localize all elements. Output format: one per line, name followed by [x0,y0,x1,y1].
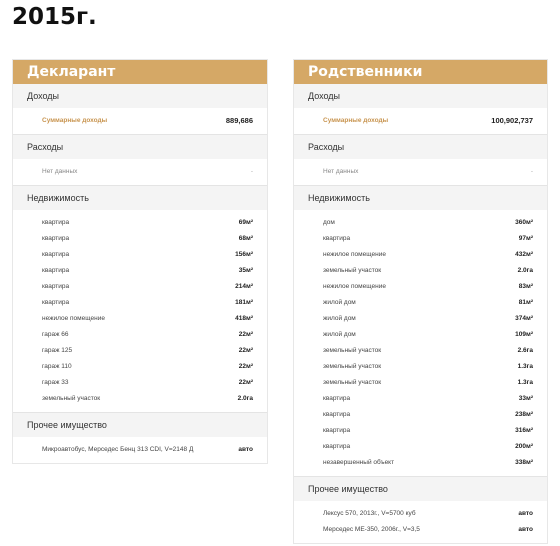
realty-name: земельный участок [323,346,382,354]
realty-name: дом [323,218,335,226]
realty-name: квартира [323,442,351,450]
realty-value: 432м² [515,250,533,258]
property-name: Мерседес МЕ-350, 2006г., V=3,5 [323,525,420,533]
property-list [294,501,547,543]
income-total-value: 100,902,737 [491,115,533,125]
realty-name: квартира [42,218,70,226]
realty-name: квартира [42,250,70,258]
realty-name: квартира [323,234,351,242]
property-value: авто [238,445,253,453]
property-name: Микроавтобус, Мерседес Бенц 313 CDI, V=2148 Д [42,445,194,453]
realty-heading: Недвижимость [13,185,267,210]
relatives-card [293,59,548,544]
realty-heading: Недвижимость [294,185,547,210]
realty-row [13,342,267,358]
realty-row [13,230,267,246]
property-row [294,521,547,537]
realty-name: квартира [323,410,351,418]
realty-value: 156м² [235,250,253,258]
realty-value: 200м² [515,442,533,450]
realty-name: земельный участок [323,378,382,386]
realty-row [294,390,547,406]
realty-list [294,210,547,476]
realty-row [13,390,267,406]
realty-value: 1.3га [517,362,533,370]
declarant-card [12,59,268,464]
realty-value: 181м² [235,298,253,306]
realty-value: 338м² [515,458,533,466]
property-value: авто [518,525,533,533]
property-row [294,505,547,521]
realty-value: 374м² [515,314,533,322]
realty-name: гараж 33 [42,378,69,386]
realty-row [13,358,267,374]
income-total-value: 889,686 [225,115,253,125]
realty-row [13,326,267,342]
realty-value: 238м² [515,410,533,418]
realty-row [13,310,267,326]
property-heading: Прочее имущество [294,476,547,501]
realty-row [294,262,547,278]
realty-value: 68м² [238,234,253,242]
realty-value: 33м² [518,394,533,402]
page-title: 2015г. [12,4,97,30]
expenses-rows [13,159,267,185]
expenses-label: Нет данных [42,167,78,175]
realty-value: 2.0га [237,394,253,402]
realty-name: квартира [42,234,70,242]
realty-name: квартира [42,298,70,306]
income-rows [294,108,547,134]
realty-row [13,214,267,230]
realty-row [294,310,547,326]
realty-row [294,278,547,294]
realty-value: 69м² [238,218,253,226]
realty-name: нежилое помещение [42,314,105,322]
realty-row [13,294,267,310]
realty-value: 214м² [235,282,253,290]
realty-row [294,406,547,422]
realty-row [294,438,547,454]
realty-name: земельный участок [323,362,382,370]
property-list [13,437,267,463]
realty-value: 2.6га [517,346,533,354]
realty-value: 22м² [238,346,253,354]
expenses-label: Нет данных [323,167,359,175]
realty-name: гараж 110 [42,362,72,370]
income-total-row [13,112,267,128]
realty-row [294,294,547,310]
realty-name: незавершенный объект [323,458,395,466]
realty-name: жилой дом [323,314,356,322]
realty-value: 35м² [238,266,253,274]
realty-row [13,278,267,294]
expenses-value: - [530,167,533,175]
income-total-row [294,112,547,128]
realty-name: жилой дом [323,330,356,338]
expenses-row [294,163,547,179]
realty-row [294,230,547,246]
income-heading: Доходы [13,84,267,108]
realty-value: 1.3га [517,378,533,386]
realty-value: 316м² [515,426,533,434]
expenses-heading: Расходы [294,134,547,159]
realty-row [13,246,267,262]
realty-name: нежилое помещение [323,250,386,258]
realty-name: нежилое помещение [323,282,386,290]
property-value: авто [518,509,533,517]
relatives-card-title: Родственники [294,60,547,84]
income-total-label: Суммарные доходы [323,116,389,124]
realty-row [294,342,547,358]
property-name: Лексус 570, 2013г., V=5700 куб [323,509,416,517]
expenses-value: - [250,167,253,175]
realty-row [294,326,547,342]
realty-row [294,422,547,438]
realty-name: жилой дом [323,298,356,306]
realty-name: земельный участок [42,394,101,402]
realty-name: квартира [323,426,351,434]
property-heading: Прочее имущество [13,412,267,437]
income-heading: Доходы [294,84,547,108]
declarant-card-title: Декларант [13,60,267,84]
realty-value: 22м² [238,330,253,338]
property-row [13,441,267,457]
realty-row [294,454,547,470]
expenses-rows [294,159,547,185]
income-rows [13,108,267,134]
expenses-row [13,163,267,179]
realty-value: 2.0га [517,266,533,274]
realty-name: гараж 125 [42,346,73,354]
realty-value: 97м² [518,234,533,242]
realty-row [294,358,547,374]
realty-row [13,262,267,278]
realty-name: гараж 66 [42,330,69,338]
realty-name: квартира [323,394,351,402]
realty-name: квартира [42,282,70,290]
realty-row [294,246,547,262]
realty-name: квартира [42,266,70,274]
realty-row [294,374,547,390]
realty-row [13,374,267,390]
realty-value: 418м² [235,314,253,322]
realty-value: 81м² [518,298,533,306]
realty-list [13,210,267,412]
realty-value: 22м² [238,378,253,386]
realty-value: 109м² [515,330,533,338]
expenses-heading: Расходы [13,134,267,159]
income-total-label: Суммарные доходы [42,116,108,124]
realty-value: 360м² [515,218,533,226]
realty-row [294,214,547,230]
realty-name: земельный участок [323,266,382,274]
realty-value: 22м² [238,362,253,370]
realty-value: 83м² [518,282,533,290]
